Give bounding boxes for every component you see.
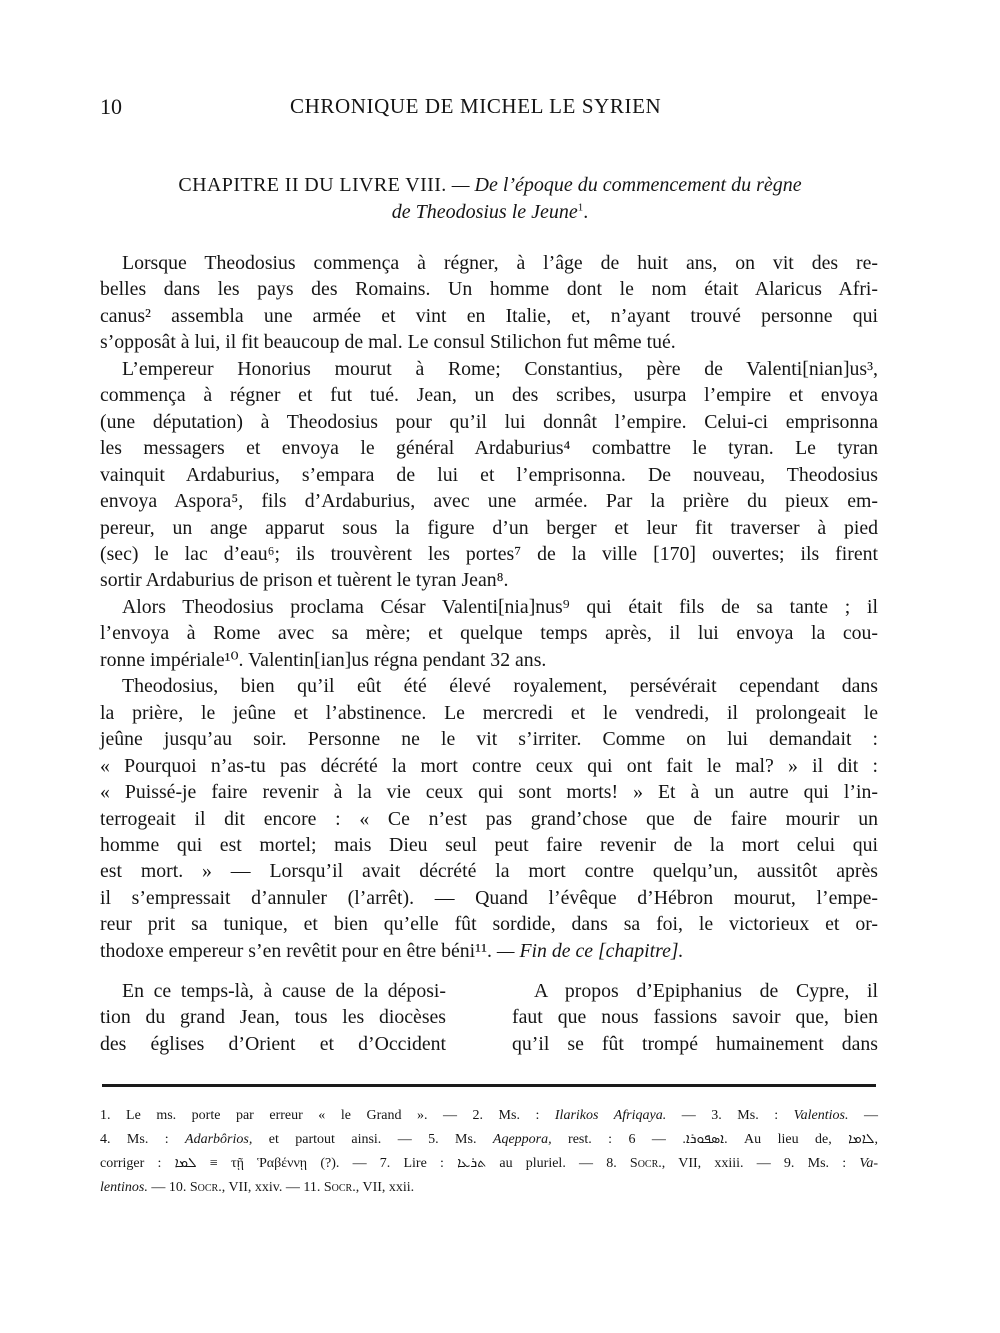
left-column: [100, 978, 446, 1057]
column-line: A propos d’Epiphanius de Cypre, il: [534, 980, 878, 1002]
chapter-label: CHAPITRE II DU LIVRE VIII.: [178, 174, 447, 196]
column-line: qu’il se fût trompé humainement dans: [512, 1032, 878, 1055]
chapter-heading-line-1: [100, 172, 880, 199]
chapter-heading: [100, 172, 880, 226]
text-line: ronne impériale¹⁰. Valentin[ian]us régna pendant 32 ans.: [100, 648, 547, 671]
text-line: Alors Theodosius proclama César Valenti[nia]nus⁹ qui était fils de sa tante ; il: [122, 595, 878, 618]
footnote-line-3: [100, 1152, 878, 1176]
chapter-heading-line-2: de Theodosius le Jeune$^1$.: [391, 201, 589, 223]
text-line: terrogeait il dit encore : « Ce n’est pas grand’chose que de faire mourir un: [100, 807, 878, 830]
footnote-text: , VII, xxiv. — 11.: [221, 1180, 321, 1195]
chapter-end-marker: — Fin de ce [chapitre].: [496, 939, 684, 962]
text-line: (une députation) à Theodosius pour qu’il lui donnât l’empire. Celui-ci emprisonna: [100, 410, 878, 433]
text-line: il s’empressait d’annuler (l’arrêt). — Quand l’évêque d’Hébron mourut, l’empe-: [100, 886, 878, 909]
column-line: tion du grand Jean, tous les diocèses: [100, 1006, 446, 1029]
text-line: belles dans les pays des Romains. Un homme dont le nom était Alaricus Afri-: [100, 278, 878, 301]
paragraph-4: [100, 673, 878, 964]
text-line: vainquit Ardaburius, s’empara de lui et l’emprisonna. De nouveau, Theodosius: [100, 463, 878, 486]
text-line: l’envoya à Rome avec sa mère; et quelque temps après, il lui envoya la cou-: [100, 622, 878, 645]
footnote-text: corriger : ܠܡܐ ≡ τῇ Ῥαβέννῃ (?). — 7. Lire : ܬܪܥܐ au pluriel. — 8.: [100, 1156, 617, 1171]
column-line: faut que nous fassions savoir que, bien: [512, 1006, 878, 1029]
text-line: Theodosius, bien qu’il eût été élevé royalement, persévérait cependant dans: [122, 675, 878, 698]
footnote-text: — 10.: [151, 1180, 187, 1195]
paragraph-2: [100, 356, 878, 594]
footnote-smallcaps: Socr.: [323, 1180, 356, 1195]
text-line: jeûne jusqu’au soir. Personne ne le vit s’irriter. Comme on lui demandait :: [100, 728, 878, 751]
column-line: des églises d’Orient et d’Occident: [100, 1032, 446, 1055]
footnote-italic: Adarbôrios,: [185, 1132, 253, 1147]
footnote-text: , VII, xxii.: [355, 1180, 415, 1195]
right-column: [512, 978, 878, 1057]
footnote-text: 4. Ms. :: [100, 1132, 169, 1147]
text-line: « Pourquoi n’as-tu pas décrété la mort contre ceux qui ont fait le mal? » il dit :: [100, 754, 878, 777]
text-line: sortir Ardaburius de prison et tuèrent le tyran Jean⁸.: [100, 569, 509, 592]
footnote-italic: Aqeppora,: [492, 1132, 552, 1147]
footnote-line-1: [100, 1104, 878, 1128]
footnote-text: —: [864, 1108, 879, 1123]
footnote-text: et partout ainsi. — 5. Ms.: [268, 1132, 477, 1147]
text-line: la prière, le jeûne et l’abstinence. Le mercredi et le vendredi, il prolongeait le: [100, 701, 878, 724]
text-line: commença à régner et fut tué. Jean, un des scribes, usurpa l’empire et envoya: [100, 384, 878, 407]
two-column-section: [100, 978, 878, 1058]
footnote-text: , VII, xxiii. — 9. Ms. :: [661, 1156, 847, 1171]
page-number: 10: [100, 94, 122, 119]
paragraph-3: [100, 594, 878, 673]
footnote-line-4: [100, 1176, 878, 1200]
running-title: CHRONIQUE DE MICHEL LE SYRIEN: [290, 94, 662, 118]
footnote-text: rest. : ܐܣܦܘܪܐ. — 6. Au lieu de, ܠܐܡܐ,: [568, 1132, 879, 1147]
text-line: (sec) le lac d’eau⁶; ils trouvèrent les portes⁷ de la ville [170] ouvertes; ils firent: [100, 542, 878, 565]
text-line-final-body: thodoxe empereur s’en revêtit pour en être béni¹¹.: [100, 939, 492, 962]
footnote-italic: Va-: [859, 1156, 878, 1171]
text-line: envoya Aspora⁵, fils d’Ardaburius, avec une armée. Par la prière du pieux em-: [100, 490, 878, 513]
text-line: Lorsque Theodosius commença à régner, à l’âge de huit ans, on vit des re-: [122, 252, 878, 274]
text-line: « Puissé-je faire revenir à la vie ceux qui sont morts! » Et à un autre qui l’in-: [100, 781, 878, 804]
text-line: est mort. » — Lorsqu’il avait décrété la mort contre quelqu’un, aussitôt après: [100, 860, 878, 883]
footnotes: [100, 1104, 878, 1200]
running-head: [100, 94, 880, 124]
text-line: homme qui est mortel; mais Dieu seul peut faire revenir de la mort celui qui: [100, 833, 878, 856]
footnote-line-2: [100, 1128, 878, 1152]
text-line-final: [100, 938, 878, 964]
footnote-italic: Valentios.: [793, 1108, 849, 1123]
chapter-title-part-2: de Theodosius le Jeune: [391, 201, 578, 223]
footnote-text: 1. Le ms. porte par erreur « le Grand ». — 2. Ms. :: [100, 1108, 540, 1123]
text-line: les messagers et envoya le général Ardaburius⁴ combattre le tyran. Le tyran: [100, 437, 878, 460]
paragraph-1: [100, 250, 878, 356]
footnote-divider: [102, 1084, 876, 1087]
main-text: [100, 250, 878, 964]
column-line: En ce temps-là, à cause de la déposi-: [122, 980, 446, 1002]
footnote-italic: lentinos.: [100, 1180, 148, 1195]
text-line: reur prit sa tunique, et bien qu’elle fût sordide, dans sa foi, le victorieux et or-: [100, 913, 878, 936]
footnote-text: — 3. Ms. :: [681, 1108, 779, 1123]
footnote-smallcaps: Socr.: [189, 1180, 222, 1195]
chapter-title-part-1: — De l’époque du commencement du règne: [451, 174, 802, 196]
text-line: L’empereur Honorius mourut à Rome; Constantius, père de Valenti[nian]us³,: [122, 357, 878, 380]
text-line: canus² assembla une armée et vint en Italie, et, n’ayant trouvé personne qui: [100, 304, 878, 327]
text-line: pereur, un ange apparut sous la figure d’un berger et leur fit traverser à pied: [100, 516, 878, 539]
footnote-italic: Ilarikos Afriqaya.: [554, 1108, 667, 1123]
footnote-smallcaps: Socr.: [629, 1156, 662, 1171]
text-line: s’opposât à lui, il fit beaucoup de mal. Le consul Stilichon fut même tué.: [100, 331, 676, 354]
chapter-note-ref: 1: [577, 201, 584, 214]
